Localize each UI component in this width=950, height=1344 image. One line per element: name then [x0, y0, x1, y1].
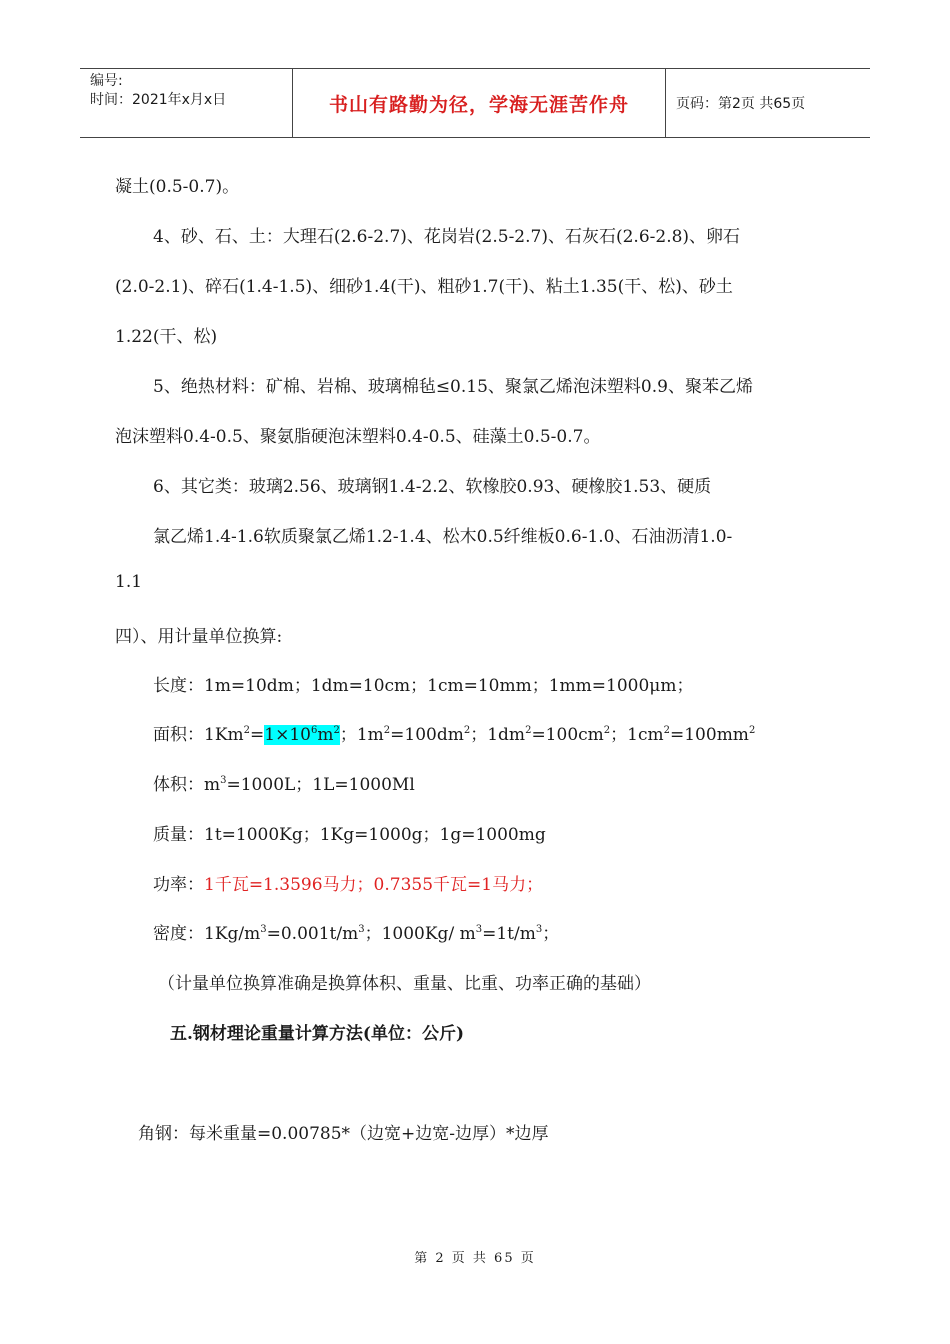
density-conversion: 密度：$1Kg/m^3=0.001t/m^3$；1000Kg/ $m^3=1t/m^3$； — [153, 924, 560, 944]
text-line: (2.0-2.1)、碎石(1.4-1.5)、细砂1.4(干)、粗砂1.7(干)、粘土1.35(干、松)、砂土 — [115, 277, 733, 297]
text-line: 4、砂、石、土：大理石(2.6-2.7)、花岗岩(2.5-2.7)、石灰石(2.6-2.8)、卵石 — [153, 227, 741, 247]
text-line: 6、其它类：玻璃2.56、玻璃钢1.4-2.2、软橡胶0.93、硬橡胶1.53、硬质 — [153, 477, 712, 497]
text-line: 氯乙烯1.4-1.6软质聚氯乙烯1.2-1.4、松木0.5纤维板0.6-1.0、石油沥清1.0- — [153, 527, 733, 547]
angle-steel-formula: 角钢：每米重量=0.00785*（边宽+边宽-边厚）*边厚 — [138, 1124, 549, 1144]
header-page-info: 页码：第2页 共65页 — [676, 96, 806, 112]
text-line: 泡沫塑料0.4-0.5、聚氨脂硬泡沫塑料0.4-0.5、硅藻土0.5-0.7。 — [115, 427, 601, 447]
time-label: 时间：2021年x月x日 — [90, 92, 227, 108]
text-line: 5、绝热材料：矿棉、岩棉、玻璃棉毡≤0.15、聚氯乙烯泡沫塑料0.9、聚苯乙烯 — [153, 377, 753, 397]
length-conversion: 长度：1m=10dm；1dm=10cm；1cm=10mm；1mm=1000μm； — [153, 676, 694, 696]
text-line: 凝土(0.5-0.7)。 — [115, 177, 240, 197]
volume-conversion: 体积：$m^3=1000L$；1L=1000Ml — [153, 775, 415, 795]
conversion-note: （计量单位换算准确是换算体积、重量、比重、功率正确的基础） — [158, 974, 651, 994]
page-header — [80, 68, 870, 138]
section-heading: 四）、用计量单位换算: — [115, 627, 283, 647]
mass-conversion: 质量：1t=1000Kg；1Kg=1000g；1g=1000mg — [153, 825, 546, 845]
header-meta — [80, 69, 293, 137]
section-heading: 五.钢材理论重量计算方法(单位：公斤) — [170, 1024, 465, 1044]
page-footer: 第 2 页 共 65 页 — [414, 1251, 536, 1266]
power-conversion: 功率：1千瓦=1.3596马力；0.7355千瓦=1马力； — [153, 875, 544, 895]
text-line: 1.1 — [115, 572, 143, 592]
highlighted-value: $1\times 10^6m^2$ — [264, 725, 340, 745]
number-label: 编号: — [90, 73, 123, 89]
power-value: 1千瓦=1.3596马力；0.7355千瓦=1马力； — [204, 875, 544, 895]
header-motto: 书山有路勤为径，学海无涯苦作舟 — [293, 69, 666, 137]
area-conversion: 面积：$1Km^2=1\times 10^6m^2$；$1m^2=100dm^2$；$1dm^2=100cm^2$；$1cm^2=100mm^2$ — [153, 725, 756, 745]
text-line: 1.22(干、松) — [115, 327, 218, 347]
